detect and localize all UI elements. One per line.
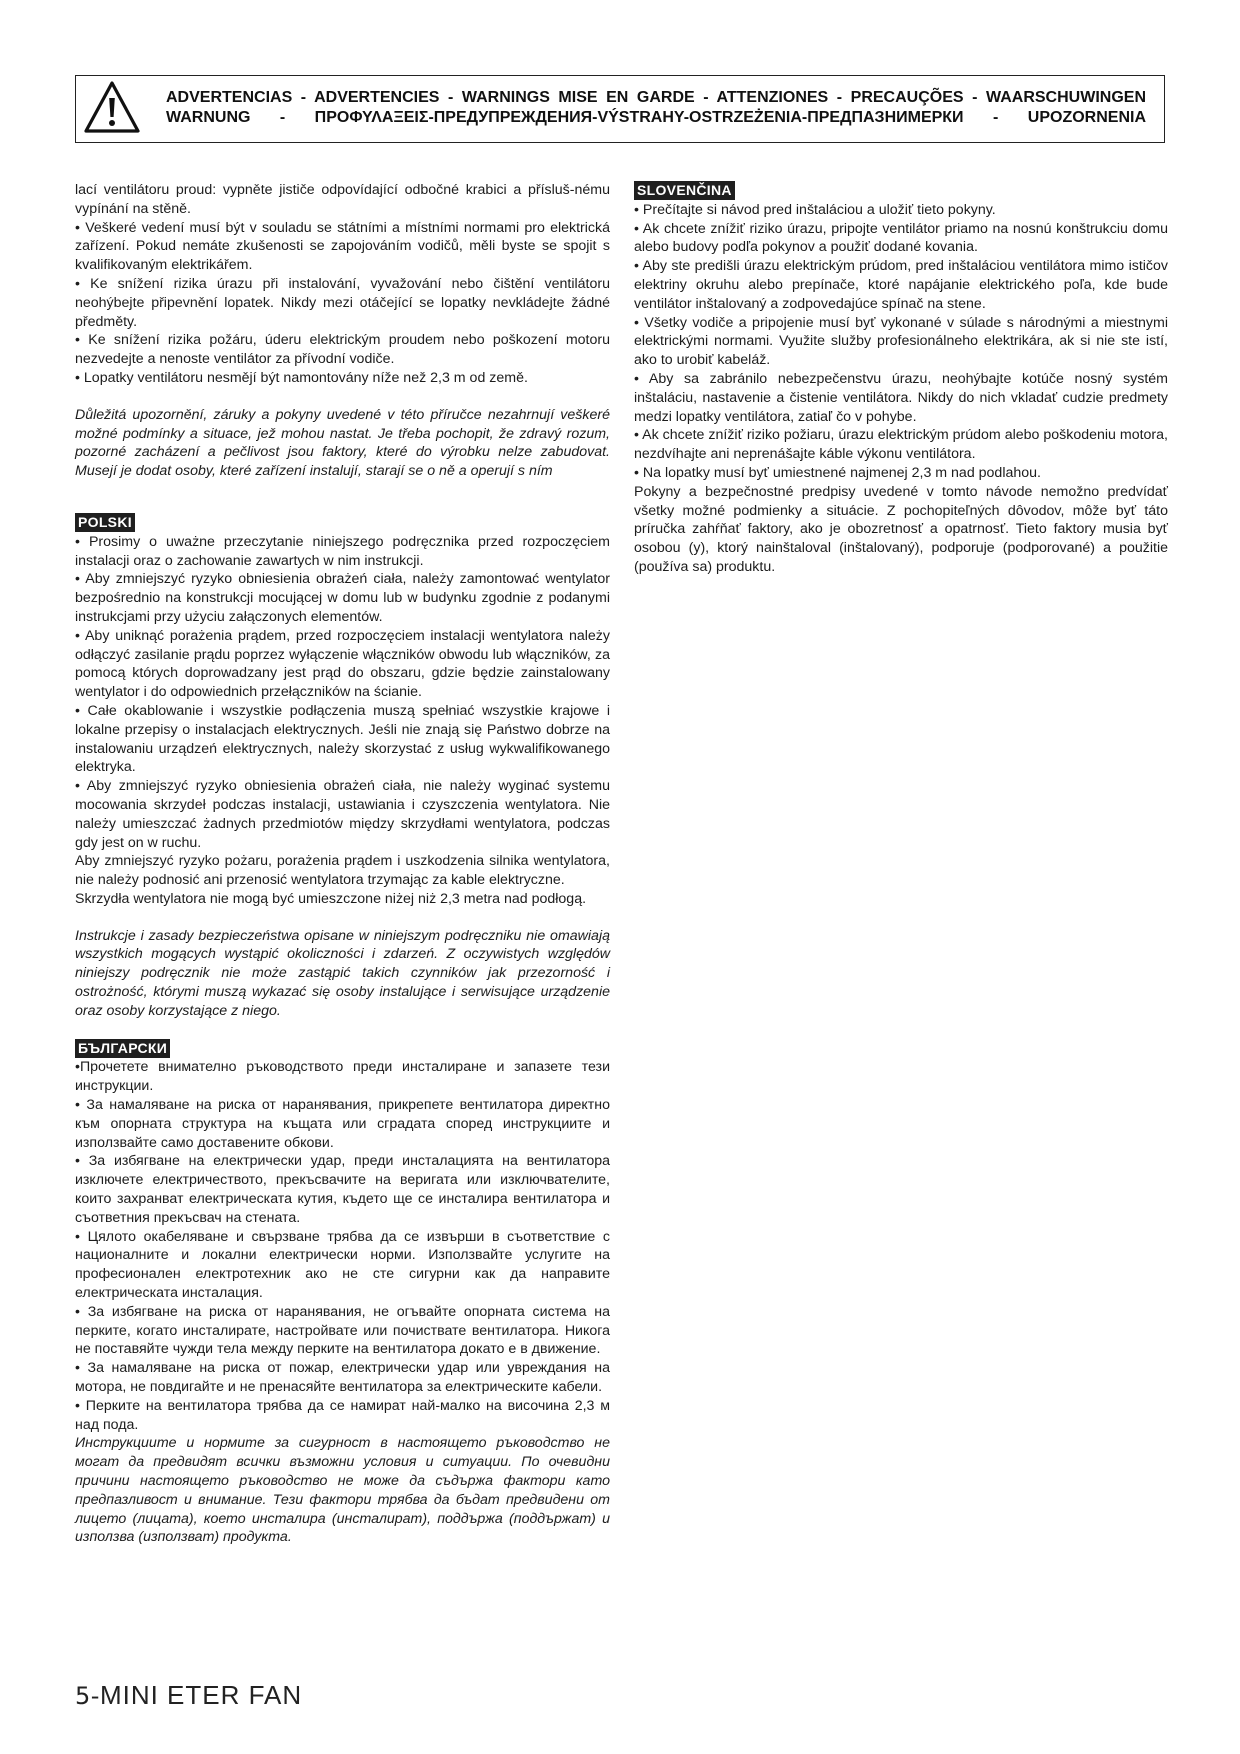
czech-disclaimer: Důležitá upozornění, záruky a pokyny uvedené v této příručce nezahrnují veškeré možné podmínky a situace, jež mohou nastat. Je třeba pochopit, že zdravý rozum, pozorné zacházení a pečlivost jsou faktory, které do výrobku nelze zabudovat. Musejí je dodat osoby, které zařízení instalují, starají se o ně a operují s ním [75, 406, 610, 480]
polski-paragraph: • Aby zmniejszyć ryzyko obniesienia obrażeń ciała, nie należy wyginać systemu mocowania skrzydeł podczas instalacji, ustawiania i czyszczenia wentylatora. Nie należy umieszczać żadnych przedmiotów między skrzydłami wentylatora, podczas gdy jest on w ruchu. [75, 778, 610, 851]
polski-paragraph: Aby zmniejszyć ryzyko pożaru, porażenia prądem i uszkodzenia silnika wentylatora, nie należy podnosić ani przenosić wentylatora trzymając za kable elektryczne. [75, 853, 610, 889]
bulgarian-paragraph: • Цялото окабеляване и свързване трябва да се извърши в съответствие с националните и локални електрически норми. Използвайте услугите на професионален електротехник ако не сте сигурни как да направите електрическата инсталация. [75, 1228, 610, 1302]
czech-paragraph: • Ke snížení rizika úrazu při instalování, vyvažování nebo čištění ventilátoru neohýbejte připevnění lopatek. Nikdy mezi otáčející se lopatky nevkládejte žádné předměty. [75, 275, 610, 330]
bulgarian-paragraph: • За намаляване на риска от пожар, електрически удар или увреждания на мотора, не повдигайте и не пренасяйте вентилатора за електрическите кабели. [75, 1360, 610, 1396]
bulgarian-paragraph: • Перките на вентилатора трябва да се намират най-малко на височина 2,3 м над пода. [75, 1397, 610, 1433]
page-footer [75, 1680, 302, 1711]
slovak-section [634, 181, 1168, 577]
czech-paragraph: • Lopatky ventilátoru nesmějí být namontovány níže než 2,3 m od země. [75, 369, 528, 386]
page-number: 5- [75, 1682, 100, 1710]
right-column [634, 181, 1168, 577]
czech-section [75, 181, 610, 481]
bulgarian-paragraph: • За намаляване на риска от наранявания, прикрепете вентилатора директно към опорната структура на къщата или сградата според инструкциите и използвайте само доставените обкови. [75, 1097, 610, 1151]
slovak-paragraph: • Prečítajte si návod pred inštaláciou a uložiť tieto pokyny. [634, 201, 996, 218]
language-label-bulgarian: БЪЛГАРСКИ [75, 1039, 170, 1058]
polski-paragraph: • Prosimy o uważne przeczytanie niniejszego podręcznika przed rozpoczęciem instalacji oraz o zachowanie zawartych w nim instrukcji. [75, 533, 610, 569]
bulgarian-section [75, 1039, 610, 1548]
polski-disclaimer: Instrukcje i zasady bezpieczeństwa opisane w niniejszym podręczniku nie omawiają wszystkich mogących wystąpić okoliczności i zdarzeń. Z oczywistych względów niniejszy podręcznik nie może zastąpić takich czynników jak przezorność i ostrożność, którymi muszą wykazać się osoby instalujące i serwisujące urządzenie oraz osoby korzystające z niego. [75, 927, 610, 1019]
header-line-2: WARNUNG - ΠΡΟΦΥΛΑΞΕΙΣ-ПРЕДУПРЕЖДЕНИЯ-VÝSTRAHY-OSTRZEŻENIA-ПРЕДПАЗНИМЕРКИ - UPOZORNENIA [166, 109, 1146, 126]
language-label-polski: POLSKI [75, 513, 135, 532]
header-title [166, 88, 1146, 128]
slovak-paragraph: • Na lopatky musí byť umiestnené najmenej 2,3 m nad podlahou. [634, 464, 1041, 481]
warning-triangle-icon [82, 79, 142, 137]
bulgarian-paragraph: • За избягване на електрически удар, преди инсталацията на вентилатора изключете електричеството, прекъсвачите на веригата или изключвателите, които захранват електрическата кутия, където ще се инсталира вентилатора и съответния прекъсвач на стената. [75, 1153, 610, 1226]
czech-paragraph: • Ke snížení rizika požáru, úderu elektrickým proudem nebo poškození motoru nezvedejte a nenoste ventilátor za přívodní vodiče. [75, 332, 610, 368]
bulgarian-paragraph: • За избягване на риска от наранявания, не огъвайте опорната система на перките, когато инсталирате, настройвате или почиствате вентилатора. Никога не поставяйте чужди тела между перките на вентилатора докато е в движение. [75, 1303, 610, 1358]
slovak-paragraph: • Aby ste predišli úrazu elektrickým prúdom, pred inštaláciou ventilátora mimo ističov elektriny okruhu alebo prepínače, ktoré napájanie elektrického poľa, kde bude ventilátor inštalovaný a zodpovedajúce spínač na stene. [634, 258, 1168, 312]
bulgarian-paragraph: •Прочетете внимателно ръководството преди инсталиране и запазете тези инструкции. [75, 1059, 610, 1095]
slovak-paragraph: • Všetky vodiče a pripojenie musí byť vykonané v súlade s národnými a miestnymi elektrickými normami. Využite služby profesionálneho elektrikára, ak si nie ste istí, ako to urobiť kabeláž. [634, 314, 1168, 369]
polski-paragraph: Skrzydła wentylatora nie mogą być umieszczone niżej niż 2,3 metra nad podłogą. [75, 890, 587, 907]
warnings-header [75, 75, 1165, 143]
polski-paragraph: • Aby zmniejszyć ryzyko obniesienia obrażeń ciała, należy zamontować wentylator bezpośrednio na konstrukcji mocującej w domu lub w budynku zgodnie z podanymi instrukcjami przy użyciu załączonych elementów. [75, 571, 610, 625]
slovak-paragraph: • Aby sa zabránilo nebezpečenstvu úrazu, neohýbajte kotúče nosný systém inštaláciu, nastavenie a čistenie ventilátora. Nikdy do nich vkladať cudzie predmety medzi lopatky ventilátora, zatiaľ čo v pohybe. [634, 370, 1168, 425]
header-line-1: ADVERTENCIAS - ADVERTENCIES - WARNINGS MISE EN GARDE - ATTENZIONES - PRECAUÇÕES - WAARSCHUWINGEN [166, 89, 1146, 106]
slovak-paragraph: • Ak chcete znížiť riziko úrazu, pripojte ventilátor priamo na nosnú konštrukciu domu alebo budovy podľa pokynov a použiť dodané kovania. [634, 220, 1168, 256]
polski-paragraph: • Całe okablowanie i wszystkie podłączenia muszą spełniać wszystkie krajowe i lokalne przepisy o instalacjach elektrycznych. Jeśli nie znają się Państwo dobrze na instalowaniu urządzeń elektrycznych, należy skorzystać z usług wykwalifikowanego elektryka. [75, 702, 610, 776]
slovak-paragraph: • Ak chcete znížiť riziko požiaru, úrazu elektrickým prúdom alebo poškodeniu motora, nezdvíhajte ani neprenášajte káble výkonu ventilátora. [634, 427, 1168, 463]
bulgarian-disclaimer: Инструкциите и нормите за сигурност в настоящето ръководство не могат да предвидят всички възможни условия и ситуации. По очевидни причини настоящето ръководство не може да съдържа фактори като предпазливост и внимание. Тези фактори трябва да бъдат предвидени от лицето (лицата), което инсталира (инсталират), поддържа (поддържат) и използва (използват) продукта. [75, 1435, 610, 1546]
language-label-slovak: SLOVENČINA [634, 181, 735, 200]
slovak-paragraph: Pokyny a bezpečnostné predpisy uvedené v tomto návode nemožno predvídať všetky možné podmienky a situácie. Z pochopiteľných dôvodov, môže byť táto príručka zahŕňať faktory, ako je obozretnosť a opatrnosť. Tieto faktory musia byť osobou (y), ktorý nainštaloval (inštalovaný), podporuje (podporované) a použitie (používa sa) produktu. [634, 483, 1168, 575]
product-title: MINI ETER FAN [99, 1680, 303, 1710]
polski-section [75, 513, 610, 1021]
left-column [75, 181, 610, 1547]
polski-paragraph: • Aby uniknąć porażenia prądem, przed rozpoczęciem instalacji wentylatora należy odłączyć zasilanie prądu poprzez wyłączenie włączników obwodu lub włączników, za pomocą których doprowadzany jest prąd do obszaru, gdzie będzie zainstalowany wentylator i do odpowiednich przełączników na ścianie. [75, 627, 610, 701]
czech-paragraph: lací ventilátoru proud: vypněte jističe odpovídající odbočné krabici a přísluš-nému vypínání na stěně. [75, 182, 610, 217]
czech-paragraph: • Veškeré vedení musí být v souladu se státními a místními normami pro elektrická zařízení. Pokud nemáte zkušenosti se zapojováním vodičů, měli byste se spojit s kvalifikovaným elektrikářem. [75, 219, 610, 274]
